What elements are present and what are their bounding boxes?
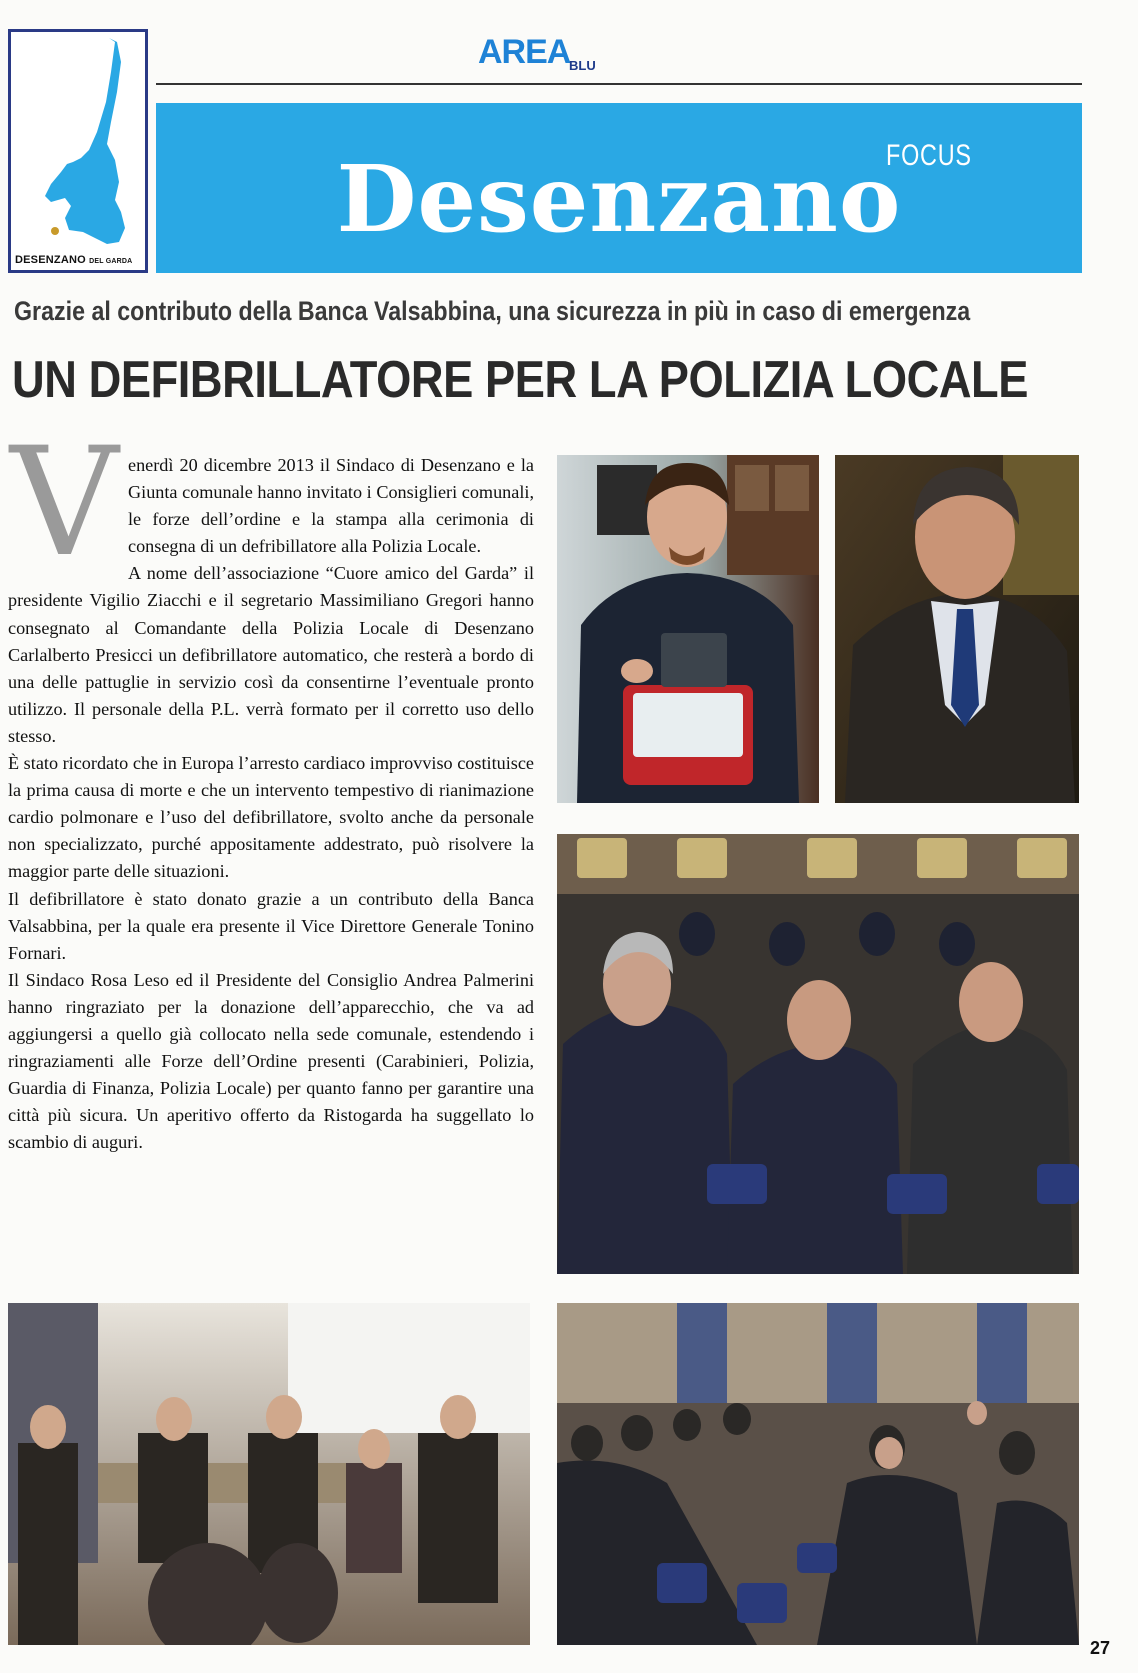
section-label: FOCUS [886, 139, 972, 172]
article-paragraph: enerdì 20 dicembre 2013 il Sindaco di Desenzano e la Giunta comunale hanno invitato i Consiglieri comunali, le forze dell’ordine e la stampa alla cerimonia di consegna di un defribillatore alla Polizia Locale. [128, 455, 534, 557]
photo-ceremony-speakers [8, 1303, 530, 1645]
photo-audience-rows [557, 1303, 1079, 1645]
photo-seated-officers [557, 834, 1079, 1274]
header-rule [156, 83, 1082, 85]
magazine-brand-suffix: BLU [569, 58, 596, 73]
article-headline: UN DEFIBRILLATORE PER LA POLIZIA LOCALE [12, 351, 1029, 409]
article-paragraph: Il defibrillatore è stato donato grazie a un contributo della Banca Valsabbina, per la quale era presente il Vice Direttore Generale Tonino Fornari. [8, 888, 534, 963]
magazine-brand: AREA [478, 33, 571, 71]
article-paragraph: È stato ricordato che in Europa l’arresto cardiaco improvviso costituisce la prima causa di morte e che un intervento tempestivo di rianimazione cardio polmonare e l’uso del defibrillatore, svolto anche da personale non specializzato, purché appositamente addestrato, può risolvere la maggior parte delle situazioni. [8, 753, 534, 882]
article-paragraph: Il Sindaco Rosa Leso ed il Presidente del Consiglio Andrea Palmerini hanno ringraziato per la donazione dell’apparecchio, che va ad aggiungersi a quello già collocato nella sede comunale, estendendo i ringraziamenti alle Forze dell’Ordine presenti (Carabinieri, Polizia, Guardia di Finanza, Polizia Locale) per quanto fanno per garantire una città più sicura. Un aperitivo offerto da Ristogarda ha suggellato lo scambio di auguri. [8, 969, 534, 1153]
drop-cap: V [10, 416, 119, 590]
article-paragraph: A nome dell’associazione “Cuore amico del Garda” il presidente Vigilio Ziacchi e il segretario Massimiliano Gregori hanno consegnato al Comandante della Polizia Locale di Desenzano Carlalberto Presicci un defibrillatore automatico, che resterà a bordo di una delle pattuglie in servizio così da consentirne l’eventuale pronto utilizzo. Il personale della P.L. verrà formato per il corretto uso dello stesso. [8, 563, 534, 746]
photo-man-in-suit [835, 455, 1079, 803]
article-kicker: Grazie al contributo della Banca Valsabbina, una sicurezza in più in caso di emergenza [14, 296, 971, 326]
section-banner [156, 103, 1082, 273]
logo-caption: DESENZANO DEL GARDA [15, 254, 133, 266]
section-title: Desenzano [336, 145, 902, 253]
lake-garda-map-icon [11, 32, 145, 270]
town-logo [8, 29, 148, 273]
page-number: 27 [1090, 1638, 1111, 1658]
photo-officer-defibrillator [557, 455, 819, 803]
article-body [8, 452, 534, 1156]
